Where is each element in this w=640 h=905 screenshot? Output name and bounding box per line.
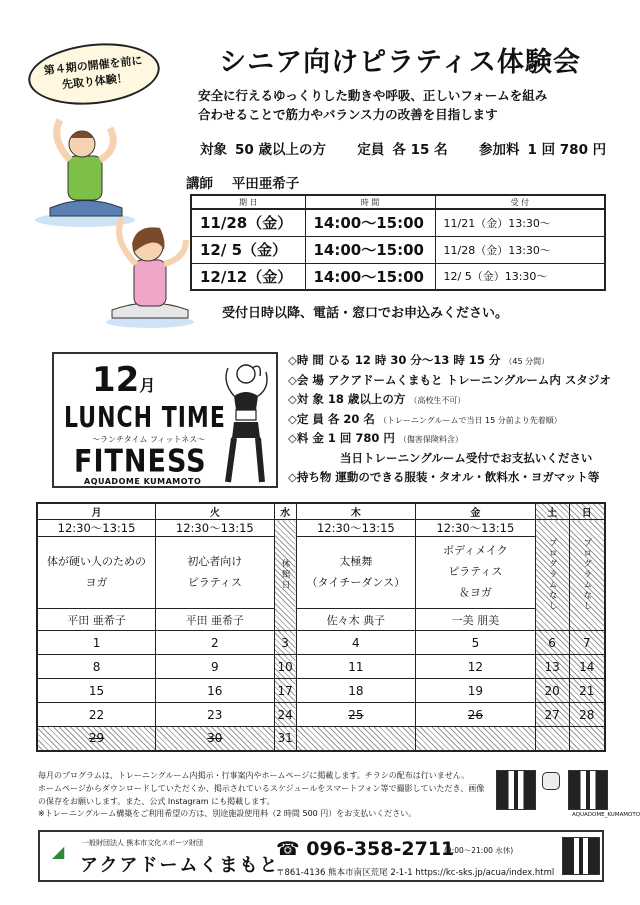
no-program-label-sat: プログラムなし <box>547 538 558 612</box>
instructor-tue: 平田 亜希子 <box>156 609 275 631</box>
program-notes <box>38 770 488 821</box>
info-fee <box>288 430 628 450</box>
schedule-header-row <box>191 195 605 209</box>
info-target <box>288 391 628 411</box>
date-row <box>37 655 605 679</box>
capacity-value: 各 15 名 <box>392 142 448 158</box>
date-cell: 12 <box>416 655 536 679</box>
note-line: ※トレーニングルーム構築をご利用希望の方は、別途施設使用料（2 時間 500 円）をお支払いください。 <box>38 809 417 819</box>
banner-month-number: 12 <box>92 360 140 400</box>
weekday-sat: 土 <box>535 503 569 520</box>
class-line: ボディメイク <box>443 544 508 558</box>
info-capacity-text: ◇定 員 各 20 名 <box>288 411 375 426</box>
info-items: ◇持ち物 運動のできる服装・タオル・飲料水・ヨガマット等 <box>288 470 600 484</box>
date-cell: 17 <box>274 679 296 703</box>
badge-line-1: 第４期の開催を前に <box>43 53 143 77</box>
info-fee-text: ◇料 金 1 回 780 円 <box>288 431 395 445</box>
footer-organization: 一般財団法人 熊本市文化スポーツ財団 <box>82 839 203 847</box>
instructor-value: 平田亜希子 <box>231 176 300 192</box>
footer-box <box>38 830 604 882</box>
schedule-header-date: 期 日 <box>191 195 305 209</box>
promo-badge <box>25 37 163 110</box>
class-line: ピラティス <box>187 575 242 589</box>
date-row <box>37 631 605 655</box>
date-cell: 10 <box>274 655 296 679</box>
class-line: （タイチーダンス） <box>306 575 406 589</box>
info-time-note: （45 分間） <box>504 357 550 366</box>
class-name-mon <box>37 537 156 609</box>
footer-address: 〒861-4136 熊本市南区荒尾 2-1-1 https://kc-sks.jp/acua/index.html <box>276 868 555 878</box>
date-cell: 9 <box>156 655 275 679</box>
weekday-mon: 月 <box>37 503 156 520</box>
class-time-fri: 12:30～13:15 <box>416 520 536 537</box>
date-cell-cancelled: 25 <box>296 703 416 727</box>
info-fee-note: （傷害保険料含） <box>398 435 463 444</box>
info-venue: ◇会 場 アクアドームくまもと トレーニングルーム内 スタジオ <box>288 372 611 387</box>
class-time-tue: 12:30～13:15 <box>156 520 275 537</box>
woman-stretching-illustration <box>100 200 200 330</box>
date-cell: 3 <box>274 631 296 655</box>
sunday-no-program-cell <box>569 520 605 631</box>
class-name-row <box>37 537 605 609</box>
date-cell: 5 <box>416 631 536 655</box>
date-cell: 7 <box>569 631 605 655</box>
class-name-tue <box>156 537 275 609</box>
date-cell: 19 <box>416 679 536 703</box>
weekday-tue: 火 <box>156 503 275 520</box>
date-cell-cancelled: 26 <box>416 703 536 727</box>
date-cell: 20 <box>535 679 569 703</box>
note-line: 毎月のプログラムは、トレーニングルーム内掲示・行事案内やホームページに掲載します。チラシの配布は行いません。 <box>38 771 470 780</box>
date-cell-empty <box>296 727 416 751</box>
schedule-reception: 11/28（金）13:30～ <box>435 236 605 263</box>
banner-lunch-time: LUNCH TIME <box>64 402 226 435</box>
class-name-thu <box>296 537 416 609</box>
schedule-time: 14:00～15:00 <box>305 209 435 236</box>
schedule-reception: 12/ 5（金）13:30～ <box>435 263 605 290</box>
schedule-date: 12/ 5（金） <box>191 236 305 263</box>
fee-value: 1 回 780 円 <box>527 142 607 158</box>
event-title: シニア向けピラティス体験会 <box>219 47 581 78</box>
date-cell: 24 <box>274 703 296 727</box>
qr-code-instagram[interactable] <box>568 770 608 810</box>
schedule-header-reception: 受 付 <box>435 195 605 209</box>
schedule-date: 12/12（金） <box>191 263 305 290</box>
intro-line-1: 安全に行えるゆっくりした動きや呼吸、正しいフォームを組み <box>198 88 548 103</box>
weekday-sun: 日 <box>569 503 605 520</box>
date-row <box>37 727 605 751</box>
banner-ruby: ～ランチタイム フィットネス～ <box>92 435 206 444</box>
note-line: ホームページからダウンロードしていただくか、掲示されているスケジュールをスマートフォン等で撮影していただき、画像 <box>38 783 485 793</box>
date-row <box>37 703 605 727</box>
instagram-handle: AQUADOME_KUMAMOTO <box>572 812 640 818</box>
instructor-fri: 一美 朋美 <box>416 609 536 631</box>
date-cell: 28 <box>569 703 605 727</box>
date-row <box>37 679 605 703</box>
weekday-wed: 水 <box>274 503 296 520</box>
class-line: ヨガ <box>85 575 108 589</box>
badge-line-2: 先取り体験！ <box>61 71 129 92</box>
schedule-row <box>191 209 605 236</box>
info-target-text: ◇対 象 18 歳以上の方 <box>288 392 406 406</box>
class-line: ピラティス <box>448 565 503 579</box>
closed-label: 休館日 <box>280 559 291 591</box>
target-value: 50 歳以上の方 <box>235 142 326 158</box>
schedule-header-time: 時 間 <box>305 195 435 209</box>
info-fee-sub: 当日トレーニングルーム受付でお支払いください <box>340 450 593 465</box>
trial-schedule-table <box>190 194 606 291</box>
fee-label: 参加料 <box>479 142 520 158</box>
class-time-row <box>37 520 605 537</box>
date-cell: 14 <box>569 655 605 679</box>
date-cell: 23 <box>156 703 275 727</box>
class-line: 初心者向け <box>187 554 243 568</box>
qr-code-website[interactable] <box>496 770 536 810</box>
date-cell-empty <box>416 727 536 751</box>
info-time-text: ◇時 間 ひる 12 時 30 分～13 時 15 分 <box>288 353 501 367</box>
date-cell: 8 <box>37 655 156 679</box>
schedule-date: 11/28（金） <box>191 209 305 236</box>
date-cell: 1 <box>37 631 156 655</box>
date-cell: 27 <box>535 703 569 727</box>
wednesday-closed-cell <box>274 520 296 631</box>
class-name-fri <box>416 537 536 609</box>
date-cell: 13 <box>535 655 569 679</box>
event-meta <box>200 138 610 158</box>
footer-hours: (9:00～21:00 水休) <box>444 846 514 855</box>
weekday-fri: 金 <box>416 503 536 520</box>
weekday-header-row <box>37 503 605 520</box>
lunch-fitness-info <box>288 352 628 489</box>
date-cell: 22 <box>37 703 156 727</box>
class-line: ＆ヨガ <box>458 585 492 599</box>
date-cell: 31 <box>274 727 296 751</box>
instructor-thu: 佐々木 典子 <box>296 609 416 631</box>
date-cell: 16 <box>156 679 275 703</box>
instructor-label: 講師 <box>186 176 213 192</box>
date-cell: 2 <box>156 631 275 655</box>
qr-code-footer[interactable] <box>562 837 600 875</box>
date-cell: 11 <box>296 655 416 679</box>
schedule-time: 14:00～15:00 <box>305 263 435 290</box>
date-cell-cancelled: 30 <box>156 727 275 751</box>
banner-fitness: FITNESS <box>74 443 207 480</box>
date-cell: 4 <box>296 631 416 655</box>
schedule-time: 14:00～15:00 <box>305 236 435 263</box>
instagram-icon <box>542 772 560 790</box>
date-cell: 15 <box>37 679 156 703</box>
note-line: の保存をお願いします。また、公式 Instagram にも掲載します。 <box>38 796 275 806</box>
banner-month <box>92 360 155 400</box>
saturday-no-program-cell <box>535 520 569 631</box>
banner-month-unit: 月 <box>139 376 156 395</box>
instructor-mon: 平田 亜希子 <box>37 609 156 631</box>
info-capacity <box>288 411 628 431</box>
class-time-mon: 12:30～13:15 <box>37 520 156 537</box>
schedule-reception: 11/21（金）13:30～ <box>435 209 605 236</box>
schedule-row <box>191 263 605 290</box>
info-capacity-note: （トレーニングルームで当日 15 分前より先着順） <box>378 415 562 425</box>
date-cell: 21 <box>569 679 605 703</box>
fitness-woman-illustration <box>214 358 276 486</box>
target-label: 対象 <box>200 142 227 158</box>
weekly-schedule-table <box>36 502 606 752</box>
date-cell-cancelled: 29 <box>37 727 156 751</box>
instructor-line <box>186 172 299 192</box>
date-cell-empty <box>569 727 605 751</box>
lunch-fitness-banner <box>52 352 278 488</box>
class-instructor-row <box>37 609 605 631</box>
no-program-label-sun: プログラムなし <box>581 538 592 612</box>
info-time <box>288 352 628 372</box>
schedule-row <box>191 236 605 263</box>
date-cell-empty <box>535 727 569 751</box>
accept-note: 受付日時以降、電話・窓口でお申込みください。 <box>222 306 509 321</box>
date-cell: 6 <box>535 631 569 655</box>
class-line: 体が硬い人のための <box>47 554 147 568</box>
intro-line-2: 合わせることで筋力やバランス力の改善を目指します <box>198 107 498 123</box>
capacity-label: 定員 <box>357 142 385 158</box>
footer-phone[interactable]: ☎ 096-358-2711 <box>276 838 455 860</box>
date-cell: 18 <box>296 679 416 703</box>
organization-logo-icon: ◢ <box>52 842 65 861</box>
event-intro <box>198 86 618 125</box>
banner-aquadome: AQUADOME KUMAMOTO <box>84 477 202 486</box>
info-target-note: （高校生不可） <box>409 396 466 405</box>
weekday-thu: 木 <box>296 503 416 520</box>
footer-facility-name: アクアドームくまもと <box>80 855 280 876</box>
class-time-thu: 12:30～13:15 <box>296 520 416 537</box>
class-line: 太極舞 <box>339 554 373 568</box>
